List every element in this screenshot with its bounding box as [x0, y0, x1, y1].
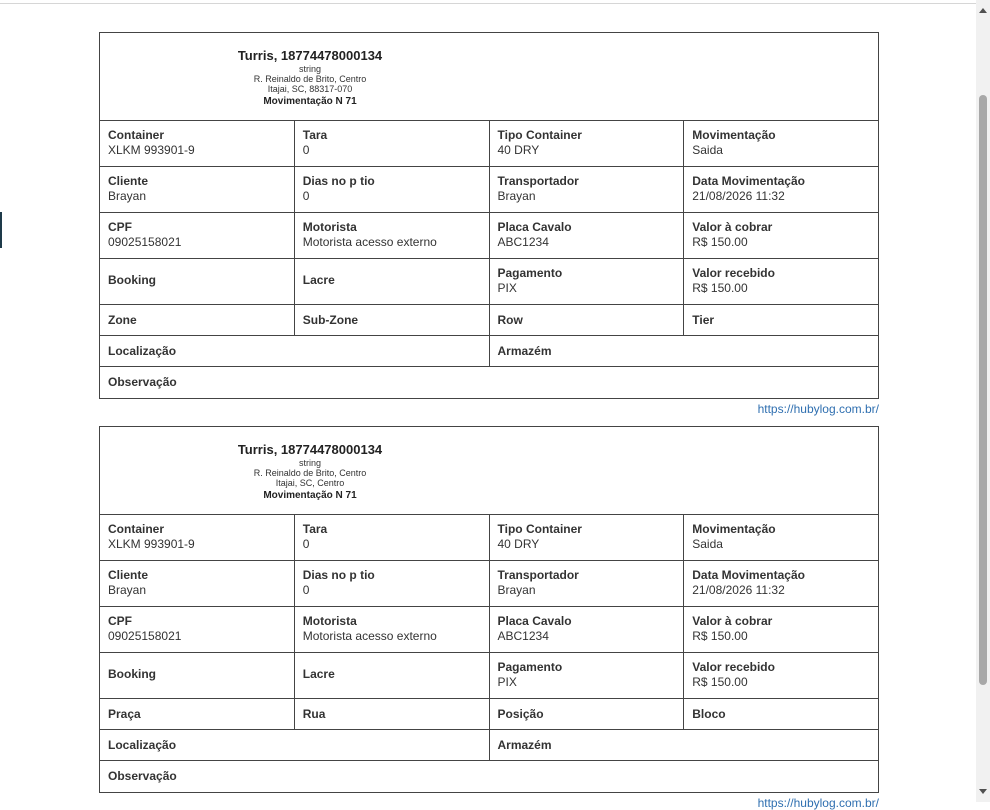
valor-cobrar-label: Valor à cobrar — [692, 614, 773, 628]
cpf-value: 09025158021 — [108, 235, 182, 249]
localizacao-cell — [100, 336, 490, 366]
tier-cell — [684, 305, 878, 335]
scroll-down-arrow-icon[interactable] — [979, 789, 987, 794]
company-city: Itajai, SC, Centro — [275, 478, 345, 488]
armazem-label: Armazém — [497, 344, 552, 358]
tipo-container-value: 40 DRY — [497, 143, 540, 157]
container-cell — [100, 121, 295, 166]
cpf-cell — [100, 607, 295, 652]
placa-cavalo-label: Placa Cavalo — [497, 220, 572, 234]
armazem-label: Armazém — [497, 738, 552, 752]
booking-cell — [100, 259, 295, 304]
placa-cavalo-label: Placa Cavalo — [497, 614, 572, 628]
cliente-label: Cliente — [108, 174, 149, 188]
left-edge-marker — [0, 212, 2, 248]
scroll-up-arrow-icon[interactable] — [979, 8, 987, 13]
zone-cell — [100, 305, 295, 335]
ticket-table — [99, 426, 879, 793]
cliente-cell — [100, 561, 295, 606]
lacre-label: Lacre — [302, 273, 335, 287]
company-subtitle: string — [298, 458, 321, 468]
table-row — [100, 653, 878, 699]
company-subtitle: string — [298, 64, 321, 74]
dias-label: Dias no p tio — [302, 174, 375, 188]
transportador-cell — [490, 561, 685, 606]
dias-value: 0 — [302, 583, 310, 597]
localizacao-label: Localização — [108, 738, 177, 752]
data-movimentacao-value: 21/08/2026 11:32 — [692, 189, 785, 203]
ticket-header — [100, 427, 878, 515]
placa-cavalo-cell — [490, 607, 685, 652]
movimentacao-cell — [684, 121, 878, 166]
tipo-container-label: Tipo Container — [497, 128, 582, 142]
armazem-cell — [490, 730, 879, 760]
cliente-label: Cliente — [108, 568, 149, 582]
localizacao-label: Localização — [108, 344, 177, 358]
movimentacao-label: Movimentação — [692, 128, 776, 142]
bloco-label: Bloco — [692, 707, 726, 721]
valor-cobrar-label: Valor à cobrar — [692, 220, 773, 234]
tara-value: 0 — [302, 143, 310, 157]
company-address: R. Reinaldo de Brito, Centro — [253, 74, 367, 84]
cliente-cell — [100, 167, 295, 212]
table-row — [100, 367, 878, 398]
observacao-cell — [100, 367, 878, 398]
valor-recebido-cell — [684, 259, 878, 304]
transportador-label: Transportador — [497, 174, 579, 188]
vertical-scrollbar[interactable] — [976, 0, 990, 802]
tipo-container-cell — [490, 515, 685, 560]
valor-cobrar-cell — [684, 607, 878, 652]
observacao-cell — [100, 761, 878, 792]
movimentacao-label: Movimentação — [692, 522, 776, 536]
table-row — [100, 336, 878, 367]
transportador-value: Brayan — [497, 583, 536, 597]
container-label: Container — [108, 128, 165, 142]
tara-label: Tara — [302, 128, 328, 142]
pagamento-label: Pagamento — [497, 266, 563, 280]
tipo-container-cell — [490, 121, 685, 166]
tier-label: Tier — [692, 313, 715, 327]
motorista-cell — [295, 213, 490, 258]
valor-recebido-label: Valor recebido — [692, 660, 775, 674]
table-row — [100, 607, 878, 653]
cliente-value: Brayan — [108, 583, 147, 597]
zone-label: Zone — [108, 313, 137, 327]
observacao-label: Observação — [108, 375, 177, 389]
cpf-label: CPF — [108, 220, 132, 234]
transportador-cell — [490, 167, 685, 212]
table-row — [100, 561, 878, 607]
localizacao-cell — [100, 730, 490, 760]
valor-recebido-label: Valor recebido — [692, 266, 775, 280]
ticket-table — [99, 32, 879, 399]
valor-cobrar-value: R$ 150.00 — [692, 629, 748, 643]
movimentacao-cell — [684, 515, 878, 560]
tara-value: 0 — [302, 537, 310, 551]
cpf-label: CPF — [108, 614, 132, 628]
data-movimentacao-cell — [684, 167, 878, 212]
row-label: Row — [497, 313, 523, 327]
motorista-value: Motorista acesso externo — [302, 235, 437, 249]
lacre-cell — [295, 259, 490, 304]
hubylog-link[interactable]: https://hubylog.com.br/ — [757, 402, 879, 416]
lacre-cell — [295, 653, 490, 698]
tara-cell — [295, 515, 490, 560]
sub-zone-label: Sub-Zone — [302, 313, 359, 327]
table-row — [100, 213, 878, 259]
movement-number: Movimentação N 71 — [263, 96, 357, 107]
scroll-thumb[interactable] — [979, 95, 987, 685]
transportador-label: Transportador — [497, 568, 579, 582]
pagamento-value: PIX — [497, 675, 517, 689]
transportador-value: Brayan — [497, 189, 536, 203]
rua-label: Rua — [302, 707, 326, 721]
container-value: XLKM 993901-9 — [108, 143, 195, 157]
table-row — [100, 515, 878, 561]
ticket-header — [100, 33, 878, 121]
table-row — [100, 121, 878, 167]
booking-label: Booking — [108, 273, 156, 287]
valor-recebido-cell — [684, 653, 878, 698]
booking-label: Booking — [108, 667, 156, 681]
placa-cavalo-cell — [490, 213, 685, 258]
company-name: Turris, 18774478000134 — [237, 442, 383, 457]
tara-label: Tara — [302, 522, 328, 536]
tipo-container-label: Tipo Container — [497, 522, 582, 536]
placa-cavalo-value: ABC1234 — [497, 629, 549, 643]
valor-recebido-value: R$ 150.00 — [692, 281, 748, 295]
company-block — [210, 442, 410, 502]
company-address: R. Reinaldo de Brito, Centro — [253, 468, 367, 478]
motorista-label: Motorista — [302, 614, 357, 628]
table-row — [100, 167, 878, 213]
movement-number: Movimentação N 71 — [263, 490, 357, 501]
data-movimentacao-label: Data Movimentação — [692, 174, 805, 188]
row-cell — [490, 305, 685, 335]
company-name: Turris, 18774478000134 — [237, 48, 383, 63]
pagamento-cell — [490, 259, 685, 304]
browser-top-border — [0, 0, 976, 4]
bloco-cell — [684, 699, 878, 729]
ticket-1 — [99, 32, 879, 416]
table-row — [100, 730, 878, 761]
pagamento-value: PIX — [497, 281, 517, 295]
hubylog-link[interactable]: https://hubylog.com.br/ — [757, 796, 879, 810]
motorista-cell — [295, 607, 490, 652]
praca-cell — [100, 699, 295, 729]
table-row — [100, 305, 878, 336]
armazem-cell — [490, 336, 879, 366]
container-cell — [100, 515, 295, 560]
data-movimentacao-value: 21/08/2026 11:32 — [692, 583, 785, 597]
data-movimentacao-cell — [684, 561, 878, 606]
container-label: Container — [108, 522, 165, 536]
motorista-label: Motorista — [302, 220, 357, 234]
table-row — [100, 259, 878, 305]
cpf-value: 09025158021 — [108, 629, 182, 643]
cpf-cell — [100, 213, 295, 258]
movimentacao-value: Saida — [692, 537, 723, 551]
dias-cell — [295, 167, 490, 212]
movimentacao-value: Saida — [692, 143, 723, 157]
dias-cell — [295, 561, 490, 606]
posicao-cell — [490, 699, 685, 729]
container-value: XLKM 993901-9 — [108, 537, 195, 551]
valor-cobrar-value: R$ 150.00 — [692, 235, 748, 249]
dias-label: Dias no p tio — [302, 568, 375, 582]
cliente-value: Brayan — [108, 189, 147, 203]
booking-cell — [100, 653, 295, 698]
company-city: Itajai, SC, 88317-070 — [267, 84, 353, 94]
table-row — [100, 699, 878, 730]
sub-zone-cell — [295, 305, 490, 335]
dias-value: 0 — [302, 189, 310, 203]
data-movimentacao-label: Data Movimentação — [692, 568, 805, 582]
tipo-container-value: 40 DRY — [497, 537, 540, 551]
valor-recebido-value: R$ 150.00 — [692, 675, 748, 689]
rua-cell — [295, 699, 490, 729]
company-block — [210, 48, 410, 108]
pagamento-label: Pagamento — [497, 660, 563, 674]
lacre-label: Lacre — [302, 667, 335, 681]
placa-cavalo-value: ABC1234 — [497, 235, 549, 249]
tara-cell — [295, 121, 490, 166]
pagamento-cell — [490, 653, 685, 698]
motorista-value: Motorista acesso externo — [302, 629, 437, 643]
praca-label: Praça — [108, 707, 141, 721]
table-row — [100, 761, 878, 792]
posicao-label: Posição — [497, 707, 544, 721]
observacao-label: Observação — [108, 769, 177, 783]
valor-cobrar-cell — [684, 213, 878, 258]
ticket-2 — [99, 426, 879, 810]
